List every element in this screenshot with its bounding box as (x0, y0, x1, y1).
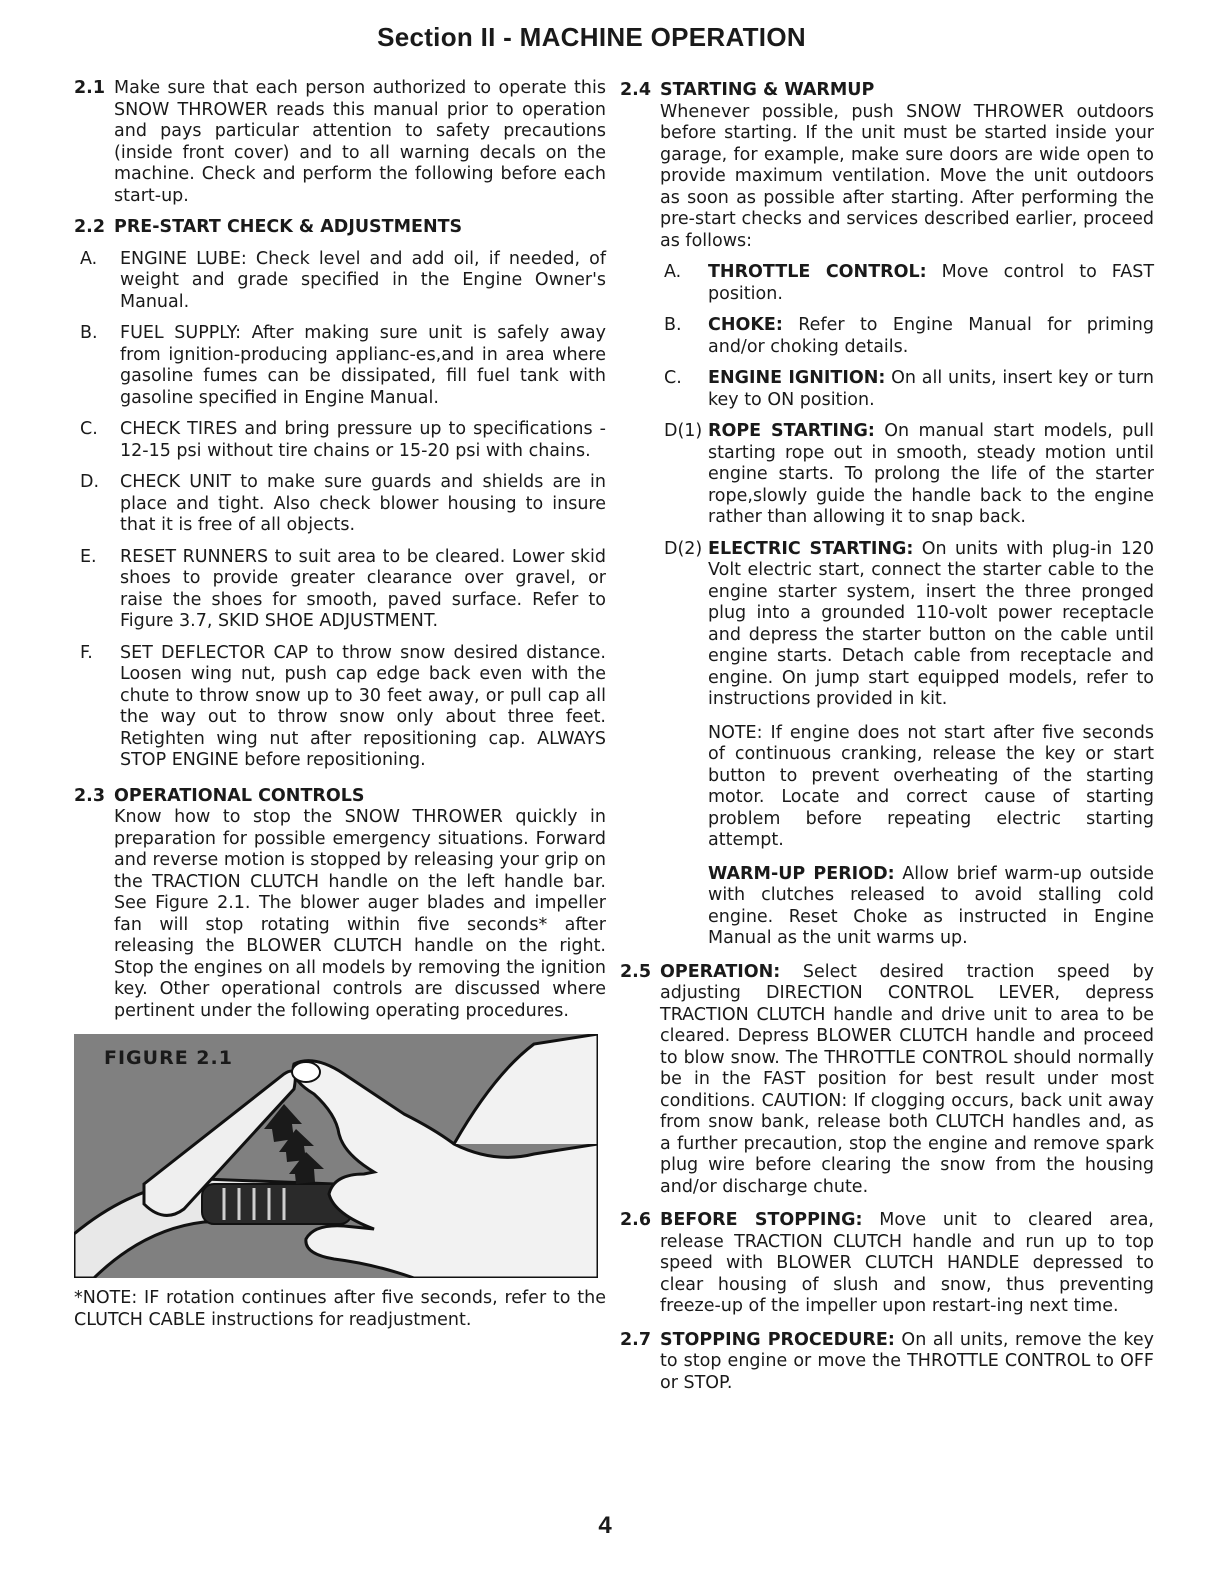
section-2-6 (620, 1210, 1154, 1318)
right-column (620, 80, 1154, 1404)
section-2-2 (74, 217, 606, 772)
warmup-period (660, 864, 1154, 950)
checklist-item-d (74, 472, 606, 537)
item-letter: D(2) (664, 538, 703, 559)
section-number: 2.6 (620, 1210, 652, 1230)
section-2-1 (74, 78, 606, 207)
step-text: On all units, insert key or turn key to ON position. (708, 368, 1154, 410)
step-heading: CHOKE: (708, 315, 783, 335)
section-text: Make sure that each person authorized to operate this SNOW THROWER reads this manual prior to operation and pays particular attention to safety precautions (inside front cover) and to all warning decals on the machine. Check and perform the following before each start-up. (114, 78, 606, 206)
step-rope-starting (660, 421, 1154, 529)
section-number: 2.1 (74, 78, 106, 98)
section-number: 2.7 (620, 1329, 652, 1350)
step-heading: THROTTLE CONTROL: (708, 262, 927, 282)
hand-grip-illustration (74, 1034, 598, 1278)
section-2-3 (74, 786, 606, 1023)
step-throttle (660, 262, 1154, 305)
item-letter: D. (80, 472, 100, 492)
figure-label: FIGURE 2.1 (104, 1047, 233, 1069)
section-heading: OPERATIONAL CONTROLS (114, 785, 365, 806)
section-text: Know how to stop the SNOW THROWER quickly in preparation for possible emergency situations. Forward and reverse motion is stopped by releasing your grip on the TRACTION CLUTCH handle on the left handle bar. See Figure 2.1. The blower auger blades and impeller fan will stop rotating within five seconds* after releasing the BLOWER CLUTCH handle on the right. Stop the engines on all models by removing the ignition key. Other operational controls are discussed where pertinent under the following operating procedures. (114, 807, 606, 1021)
checklist-item-c (74, 419, 606, 462)
section-heading: BEFORE STOPPING: (660, 1210, 863, 1230)
section-heading: OPERATION: (660, 961, 781, 982)
checklist-item-a (74, 249, 606, 314)
warmup-text: Allow brief warm-up outside with clutches released to avoid stalling cold engine. Reset Choke as instructed in Engine Manual as the unit warms up. (708, 863, 1155, 948)
item-letter: A. (80, 248, 98, 269)
item-text: ENGINE LUBE: Check level and add oil, if needed, of weight and grade specified in the Engine Owner's Manual. (120, 248, 606, 312)
section-number: 2.2 (74, 217, 106, 237)
step-choke (660, 315, 1154, 358)
step-heading: ROPE STARTING: (708, 421, 875, 441)
item-letter: E. (80, 546, 97, 567)
item-letter: F. (80, 642, 93, 663)
section-2-7 (620, 1330, 1154, 1395)
section-number: 2.5 (620, 961, 652, 982)
left-column (74, 78, 606, 1331)
item-text: CHECK TIRES and bring pressure up to specifications - 12-15 psi without tire chains or 15-20 psi with chains. (120, 419, 606, 461)
section-2-5 (620, 962, 1154, 1199)
item-text: CHECK UNIT to make sure guards and shields are in place and tight. Also check blower housing to insure that it is free of all objects. (120, 472, 606, 535)
step-text: Refer to Engine Manual for priming and/or choking details. (708, 315, 1154, 357)
checklist-item-f (74, 643, 606, 772)
item-letter: C. (80, 419, 98, 439)
section-heading: STARTING & WARMUP (660, 80, 875, 100)
starting-note: NOTE: If engine does not start after five seconds of continuous cranking, release the key or start button to prevent overheating of the starting motor. Locate and correct cause of starting problem before repeating electric starting attempt. (708, 722, 1154, 850)
footnote: *NOTE: IF rotation continues after five seconds, refer to the CLUTCH CABLE instructions for readjustment. (74, 1288, 606, 1330)
section-text: On all units, remove the key to stop engine or move the THROTTLE CONTROL to OFF or STOP. (660, 1329, 1154, 1393)
item-letter: B. (664, 315, 682, 335)
step-heading: ENGINE IGNITION: (708, 368, 886, 388)
step-heading: ELECTRIC STARTING: (708, 538, 914, 559)
page-number: 4 (598, 1512, 612, 1539)
item-letter: C. (664, 368, 682, 388)
checklist-item-b (74, 323, 606, 409)
step-text: On manual start models, pull starting rope out in smooth, steady motion until engine starts. To prolong the life of the starter rope,slowly guide the handle back to the engine rather than allowing it to snap back. (708, 421, 1154, 527)
section-text: Select desired traction speed by adjusting DIRECTION CONTROL LEVER, depress TRACTION CLUTCH handle and drive unit to area to be cleared. Depress BLOWER CLUTCH handle and proceed to blow snow. The THROTTLE CONTROL should normally be in the FAST position for best result under most conditions. CAUTION: If clogging occurs, back unit away from snow bank, release both CLUTCH handles and, as a further precaution, stop the engine and remove spark plug wire before clearing the snow from the housing and/or discharge chute. (660, 961, 1154, 1197)
item-letter: A. (664, 262, 682, 282)
step-ignition (660, 368, 1154, 411)
section-2-4 (620, 80, 1154, 950)
item-letter: B. (80, 323, 98, 343)
figure-2-1 (74, 1034, 598, 1278)
section-text: Move unit to cleared area, release TRACTION CLUTCH handle and run up to top speed with BLOWER CLUTCH HANDLE depressed to clear housing of slush and snow, thus preventing freeze-up of the impeller upon restart-ing next time. (660, 1210, 1154, 1316)
page-title: Section II - MACHINE OPERATION (377, 22, 806, 52)
step-text: Move control to FAST position. (708, 262, 1155, 304)
section-heading: STOPPING PROCEDURE: (660, 1329, 895, 1350)
item-text: FUEL SUPPLY: After making sure unit is safely away from ignition-producing applianc-es,and in area where gasoline fumes can be dissipated, fill fuel tank with gasoline specified in Engine Manual. (120, 323, 606, 408)
warmup-heading: WARM-UP PERIOD: (708, 863, 895, 884)
item-text: SET DEFLECTOR CAP to throw snow desired distance. Loosen wing nut, push cap edge back even with the chute to throw snow up to 30 feet away, or pull cap all the way out to throw snow only about three feet. Retighten wing nut after repositioning cap. ALWAYS STOP ENGINE before repositioning. (120, 642, 606, 770)
section-text: Whenever possible, push SNOW THROWER outdoors before starting. If the unit must be started inside your garage, for example, make sure doors are wide open to provide maximum ventilation. Move the unit outdoors as soon as possible after starting. After performing the pre-start checks and services described earlier, proceed as follows: (660, 101, 1154, 251)
section-number: 2.4 (620, 80, 652, 100)
item-text: RESET RUNNERS to suit area to be cleared. Lower skid shoes to provide greater clearance over gravel, or raise the shoes for smooth, paved surface. Refer to Figure 3.7, SKID SHOE ADJUSTMENT. (120, 546, 606, 631)
section-heading: PRE-START CHECK & ADJUSTMENTS (114, 217, 463, 237)
section-number: 2.3 (74, 785, 106, 806)
item-letter: D(1) (664, 421, 703, 441)
checklist-item-e (74, 547, 606, 633)
step-text: On units with plug-in 120 Volt electric start, connect the starter cable to the engine starter system, insert the three pronged plug into a grounded 110-volt power receptacle and depress the starter button on the cable until engine starts. Detach cable from receptacle and engine. On jump start equipped models, refer to instructions provided in kit. (708, 538, 1154, 709)
step-electric-starting (660, 539, 1154, 711)
